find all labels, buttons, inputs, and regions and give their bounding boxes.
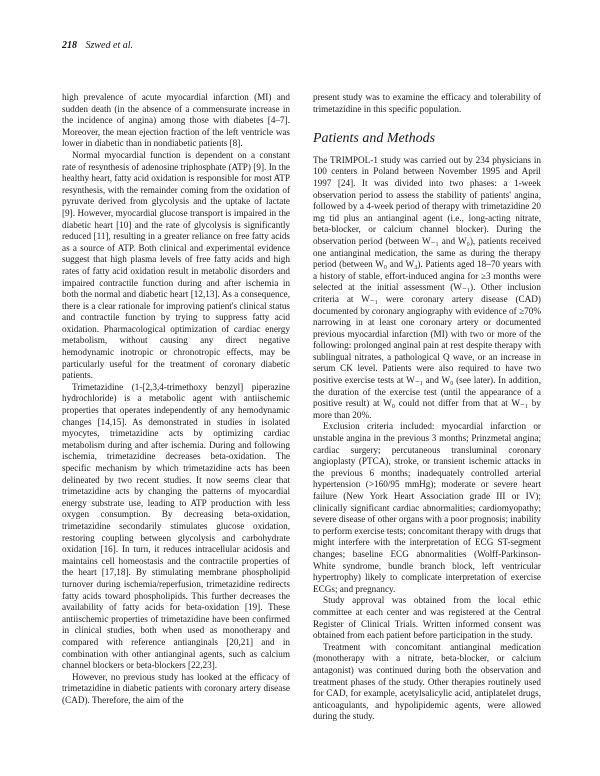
- section-heading: Patients and Methods: [313, 131, 436, 147]
- page-number: 218: [62, 40, 77, 51]
- paragraph: present study was to examine the efficacy and tolerability of trimetazidine in this specific population.: [313, 92, 541, 114]
- paragraph: Study approval was obtained from the local ethic committee at each center and was registered at the Central Register of Clinical Trials. Written informed consent was obtained from each patient before participation in the study.: [313, 595, 541, 641]
- paragraph: Trimetazidine (1-[2,3,4-trimethoxy benzyl] piperazine hydrochloride) is a metabolic agent with antiischemic properties that operates independently of any hemodynamic changes [14,15]. As demonstrated in studies in isolated myocytes, trimetazidine acts by optimizing cardiac metabolism during and after ischemia. During and following ischemia, trimetazidine decreases beta-oxidation. The specific mechanism by which trimetazidine acts has been delineated by two recent studies. It now seems clear that trimetazidine acts by changing the patterns of myocardial energy substrate use, leading to ATP production with less oxygen consumption. By decreasing beta-oxidation, trimetazidine secondarily stimulates glucose oxidation, restoring coupling between glycolysis and carbohydrate oxidation [16]. In turn, it reduces intracellular acidosis and maintains cell homeostasis and the contractile properties of the heart [17,18]. By stimulating membrane phospholipid turnover during ischemia/reperfusion, trimetazidine redirects fatty acids toward phospholipids. This further decreases the availability of fatty acids for beta-oxidation [19]. These antiischemic properties of trimetazidine have been confirmed in clinical studies, both when used as monotherapy and compared with reference antianginals [20,21] and in combination with other antianginal agents, such as calcium channel blockers or beta-blockers [22,23].: [62, 381, 290, 671]
- paragraph: The TRIMPOL-1 study was carried out by 234 physicians in 100 centers in Poland between November 1995 and April 1997 [24]. It was divided into two phases: a 1-week observation period to assess the stability of patients' angina, followed by a 4-week period of therapy with trimetazidine 20 mg tid plus an antianginal agent (i.e., long-acting nitrate, beta-blocker, or calcium channel blocker). During the observation period (between W₋₁ and W₀), patients received one antianginal medication, the same as during the therapy period (between W₀ and W₄). Patients aged 18–70 years with a history of stable, effort-induced angina for ≥3 months were selected at the initial assessment (W₋₁). Other inclusion criteria at W₋₁ were coronary artery disease (CAD) documented by coronary angiography with evidence of ≥70% narrowing in at least one coronary artery or documented previous myocardial infarction (MI) with two or more of the following: prolonged anginal pain at rest despite therapy with sublingual nitrates, a pathological Q wave, or an increase in serum CK level. Patients were also required to have two positive exercise tests at W₋₁ and W₀ (see later). In addition, the duration of the exercise test (until the appearance of a positive result) at W₀ could not differ from that at W₋₁ by more than 20%.: [313, 154, 541, 420]
- paragraph: high prevalence of acute myocardial infarction (MI) and sudden death (in the absence of a commensurate increase in the incidence of angina) among those with diabetes [4–7]. Moreover, the mean ejection fraction of the left ventricle was lower in diabetic than in nondiabetic patients [8].: [62, 92, 290, 149]
- paragraph: Treatment with concomitant antianginal medication (monotherapy with a nitrate, beta-blocker, or calcium antagonist) was continued during both the observation and treatment phases of the study. Other therapies routinely used for CAD, for example, acetylsalicylic acid, antiplatelet drugs, anticoagulants, and hypolipidemic agents, were allowed during the study.: [313, 641, 541, 722]
- right-column: [313, 92, 541, 723]
- running-header: [62, 40, 133, 51]
- paragraph: Exclusion criteria included: myocardial infarction or unstable angina in the previous 3 months; Prinzmetal angina; cardiac surgery; percutaneous transluminal coronary angioplasty (PTCA), stroke, or transient ischemic attacks in the previous 6 months; inadequately controlled arterial hypertension (>160/95 mmHg); moderate or severe heart failure (New York Heart Association grade III or IV); clinically significant cardiac abnormalities; cardiomyopathy; severe disease of other organs with a poor prognosis; inability to perform exercise tests; concomitant therapy with drugs that might interfere with the interpretation of ECG ST-segment changes; baseline ECG abnormalities (Wolff-Parkinson-White syndrome, bundle branch block, left ventricular hypertrophy) likely to complicate interpretation of exercise ECGs; and pregnancy.: [313, 421, 541, 594]
- left-column: [62, 92, 290, 706]
- paragraph: Normal myocardial function is dependent on a constant rate of resynthesis of adenosine triphosphate (ATP) [9]. In the healthy heart, fatty acid oxidation is responsible for most ATP resynthesis, with the remainder coming from the oxidation of pyruvate derived from glycolysis and the uptake of lactate [9]. However, myocardial glucose transport is impaired in the diabetic heart [10] and the rate of glycolysis is significantly reduced [11], resulting in a greater reliance on free fatty acids as a source of ATP. Both clinical and experimental evidence suggest that high plasma levels of free fatty acids and high rates of fatty acid oxidation result in metabolic disorders and impaired contractile function during and after ischemia in both the normal and diabetic heart [12,13]. As a consequence, there is a clear rationale for improving patient's clinical status and contractile function by trying to suppress fatty acid oxidation. Pharmacological optimization of cardiac energy metabolism, without causing any direct negative hemodynamic inotropic or chronotropic effects, may be particularly useful for the treatment of coronary diabetic patients.: [62, 149, 290, 381]
- paragraph: However, no previous study has looked at the efficacy of trimetazidine in diabetic patients with coronary artery disease (CAD). Therefore, the aim of the: [62, 671, 290, 705]
- running-title: Szwed et al.: [85, 40, 133, 51]
